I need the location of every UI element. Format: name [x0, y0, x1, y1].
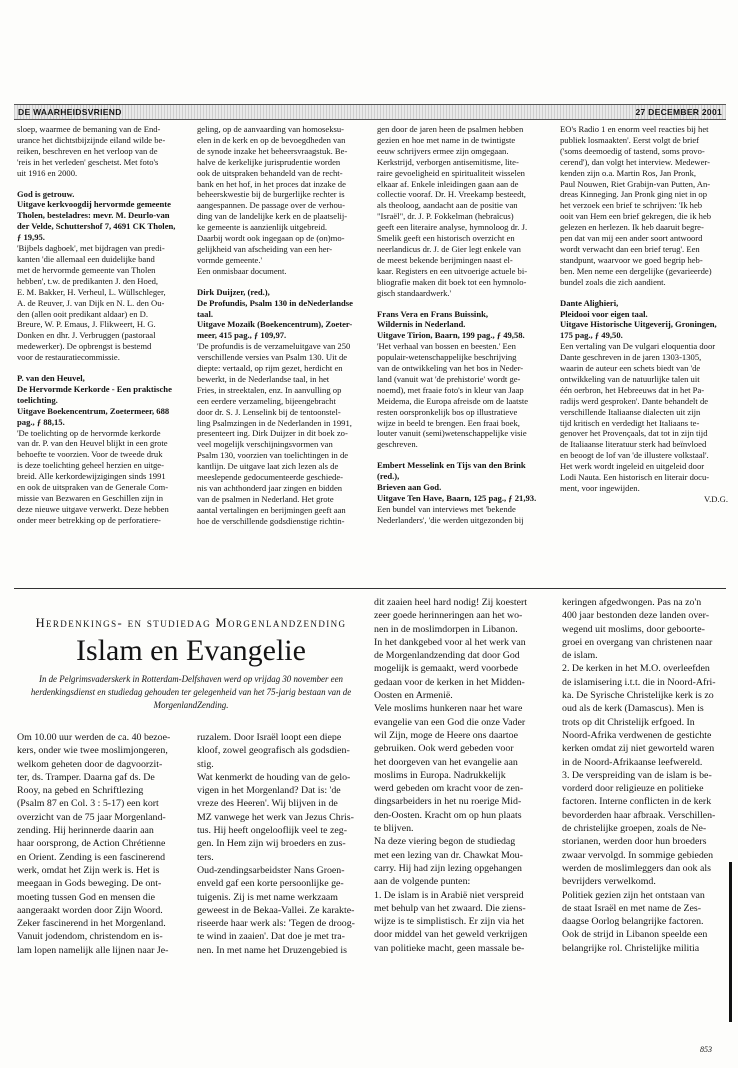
- top-column-3: [377, 124, 549, 584]
- text-line: raire gevoeligheid en spiritualiteit wisselen: [377, 167, 525, 178]
- text-line: mogelijk is gemaakt, werd voorbede: [374, 663, 518, 675]
- text-line: riseerde haar werk als: 'Tegen de droog-: [197, 918, 355, 930]
- text-line: ment, voor ingewijden.: [560, 483, 640, 493]
- text-line: oud als de kerk (Damascus). Men is: [562, 703, 704, 715]
- text-line: radijs werd gesproken'. Dante behandelt de: [560, 395, 709, 406]
- text-line: den (allen ooit predikant aldaar) en D.: [17, 308, 149, 319]
- text-line: ding van de landelijke kerk en de plaatselij-: [197, 211, 348, 222]
- text-line: E. M. Bakker, H. Verheul, L. Wüllschleger,: [17, 286, 166, 297]
- text-line: collectie vooraf. Dr. H. Vreekamp besteedt,: [377, 189, 526, 200]
- text-line: missie van Bezwaren en Geschillen zijn in: [17, 493, 164, 503]
- text-line: de Morgenlandzending dat door God: [374, 650, 520, 662]
- text-line: God is getrouw.: [17, 188, 75, 199]
- text-line: de islamisering i.t.t. die in Noord-Afri-: [562, 676, 716, 688]
- text-line: urance het dichtstbijzijnde eiland wilde be-: [17, 134, 166, 145]
- article-kicker: Herdenkings- en studiedag Morgenlandzending: [35, 616, 347, 630]
- text-line: te blijven.: [374, 823, 414, 835]
- text-line: verschillende Italiaanse dialecten uit zijn: [560, 406, 701, 417]
- text-line: halve de kerkelijke jurisprudentie worden: [197, 156, 341, 167]
- text-line: vigen in het Morgenland? Dat is: 'de: [197, 785, 341, 797]
- text-line: Donken en dhr. J. Verbruggen (pastoraal: [17, 330, 156, 341]
- text-line: aan de volgende punten:: [374, 876, 471, 888]
- text-line: 'De profundis is de verzameluitgave van 250: [197, 341, 351, 352]
- text-line: Dirk Duijzer, (red.),: [197, 286, 270, 297]
- text-line: Rooy, na gebed en Schriftlezing: [17, 785, 144, 797]
- text-line: voor de restauratiecommissie.: [17, 352, 120, 363]
- text-line: Uitgave kerkvoogdij hervormde gemeente: [17, 199, 171, 210]
- text-line: Uitgave Boekencentrum, Zoetermeer, 688: [17, 405, 170, 416]
- text-line: der Velde, Schuttershof 7, 4691 CK Tholen,: [17, 221, 176, 232]
- text-line: den-Oosten. Kracht om op hun plaats: [374, 809, 522, 821]
- text-line: hoe de verschillende godsdienstige richtin-: [197, 515, 345, 526]
- paragraph-gap: [17, 363, 187, 373]
- text-line: als theoloog, aandacht aan de positie van: [377, 200, 518, 211]
- paragraph-gap: [197, 277, 367, 287]
- text-line: Frans Vera en Frans Buissink,: [377, 308, 489, 319]
- text-line: vreze des Heeren'. Wij blijven in de: [197, 798, 338, 810]
- text-line: Nederlanders', 'die werden uitgezonden bij: [377, 514, 524, 525]
- text-line: Embert Messelink en Tijs van den Brink: [377, 460, 526, 471]
- text-line: het verzoek een brief te schrijven: 'Ik heb: [560, 200, 703, 211]
- text-line: en ook de uitspraken van de Generale Com-: [17, 482, 169, 493]
- text-line: Oud-zendingsarbeidster Nans Groen-: [197, 864, 345, 876]
- text-line: neerlandicus dr. J. de Gier legt enkele van: [377, 243, 521, 254]
- text-line: Ook de strijd in Libanon speelde een: [562, 929, 708, 941]
- text-line: dingsarbeiders in het nu roerige Mid-: [374, 796, 522, 808]
- text-line: Tholen, besteladres: mevr. M. Deurlo-van: [17, 210, 170, 221]
- top-column-2: [197, 124, 367, 584]
- text-line: werd gebeden om kracht voor de zen-: [374, 783, 524, 795]
- text-line: 175 pag., ƒ 49,50.: [560, 330, 623, 341]
- text-line: pen dat van mij een ander soort antwoord: [560, 233, 703, 244]
- text-line: dit zaaien heel hard nodig! Zij koestert: [374, 597, 528, 608]
- text-line: gelezen en herlezen. Ik heb daaruit begre-: [560, 222, 704, 233]
- text-line: bevorderden haar afbraak. Verschillen-: [562, 809, 716, 821]
- text-line: bliografie maken dit boek tot een hymnolo-: [377, 276, 527, 287]
- text-line: Uitgave Mozaïk (Boekencentrum), Zoeter-: [197, 319, 353, 330]
- text-line: ke gemeente is aanzienlijk uitgebreid.: [197, 222, 328, 233]
- text-line: 'De toelichting op de hervormde kerkorde: [17, 427, 161, 438]
- text-line: in de Noord-Afrikaanse leefwereld.: [562, 756, 703, 768]
- article-column-2: [197, 731, 369, 1031]
- text-line: Wat kenmerkt de houding van de gelo-: [197, 771, 351, 783]
- text-line: (red.),: [377, 471, 400, 482]
- text-line: Psalm 130, voorzien van toelichtingen in de: [197, 450, 349, 461]
- text-line: ling Psalmzingen in de Nederlanden in 1991,: [197, 417, 352, 428]
- text-line: land (vanuit wat 'de prehistorie' wordt ge-: [377, 373, 521, 384]
- text-line: toelichting.: [17, 394, 58, 405]
- text-line: standpunt, waarvoor we goed begrip heb-: [560, 254, 703, 265]
- text-line: pag., ƒ 88,15.: [17, 416, 65, 427]
- text-line: van politieke macht, geen massale be-: [374, 942, 525, 954]
- text-line: wegend uit moslims, door geboorte-: [562, 623, 705, 635]
- text-line: één oerbron, het Hebreeuws dat in het Pa-: [560, 384, 705, 395]
- text-line: presenteert ing. Dirk Duijzer in dit boek zo-: [197, 428, 348, 439]
- text-line: noemd), met fraaie foto's in kleur van Jaap: [377, 384, 524, 395]
- text-line: van dr. P. van den Heuvel blijkt in een grote: [17, 438, 168, 449]
- text-line: zeer goede herinneringen aan het wo-: [374, 610, 523, 622]
- text-line: Breure, W. P. Emaus, J. Flikweert, H. G.: [17, 319, 156, 330]
- text-line: resten oorspronkelijk bos op illustratieve: [377, 406, 518, 417]
- issue-date: 27 DECEMBER 2001: [635, 107, 722, 117]
- text-line: en Orient. Zending is een fascinerend: [17, 851, 166, 863]
- text-line: 'Bijbels dagboek', met bijdragen van predi-: [17, 243, 165, 254]
- text-line: de Italiaanse literatuur sterk had beïnvloed: [560, 439, 707, 450]
- text-line: is deze toelichting geheel herzien en uitge-: [17, 460, 164, 471]
- text-line: moeting tussen God en mensen die: [17, 891, 155, 903]
- text-line: de meest bekende berijmingen naast el-: [377, 254, 513, 265]
- text-line: Fries, in streektalen, enz. In aanvulling op: [197, 384, 342, 395]
- text-line: V.D.G.: [704, 493, 728, 504]
- masthead-bar: [14, 104, 726, 120]
- text-line: daagse Oorlog belangrijke factoren.: [562, 916, 704, 928]
- text-line: eeuw schrijvers ermee zijn omgegaan.: [377, 145, 509, 156]
- text-line: Smelik geeft een historisch overzicht en: [377, 233, 515, 244]
- text-line: gen door de jaren heen de psalmen hebben: [377, 124, 524, 134]
- text-line: onder meer betrekking op de perforatiere-: [17, 514, 161, 525]
- text-line: geweest in de Bekaa-Vallei. Ze karakte-: [197, 904, 355, 916]
- text-line: zwaar vervolgd. In sommige gebieden: [562, 849, 714, 861]
- text-line: met de hervormde gemeente van Tholen: [17, 264, 156, 275]
- text-line: Meidema, die Europa afreisde om de laatste: [377, 395, 529, 406]
- text-line: stig.: [197, 758, 214, 770]
- text-line: Het werk wordt ingeleid en uitgeleid door: [560, 461, 705, 472]
- text-line: genover het Provençaals, dat tot in zijn tijd: [560, 428, 708, 439]
- article-title: Islam en Evangelie: [76, 634, 306, 667]
- text-line: Vele moslims hunkeren naar het ware: [374, 703, 523, 715]
- text-line: ooit van Hem een brief gekregen, die ik heb: [560, 211, 712, 222]
- text-line: meeslepende gedocumenteerde geschiede-: [197, 472, 344, 483]
- text-line: Brieven aan God.: [377, 482, 442, 493]
- text-line: Dante geschreven in de jaren 1303-1305,: [560, 352, 702, 363]
- text-line: cerend'), dan volgt het interview. Medewer-: [560, 156, 710, 167]
- text-line: 3. De verspreiding van de islam is be-: [562, 769, 712, 781]
- text-line: ter, ds. Tramper. Daarna gaf ds. De: [17, 771, 155, 783]
- text-line: 'reis in het verleden' geschetst. Met foto's: [17, 156, 159, 167]
- text-line: Vanuit jodendom, christendom en is-: [17, 931, 163, 943]
- text-line: Een vertaling van De vulgari eloquentia door: [560, 341, 716, 352]
- text-line: met een lezing van dr. Chawkat Mou-: [374, 849, 523, 861]
- text-line: nen in de moslimdorpen in Libanon.: [374, 623, 518, 635]
- text-line: moslims in Europa. Nadrukkelijk: [374, 769, 506, 781]
- text-line: kaar. Registers en een uitvoerige actuele bi-: [377, 265, 528, 276]
- text-line: overzicht van de 75 jaar Morgenland-: [17, 811, 166, 823]
- text-line: te wind in zaaien'. Dat doe je met tra-: [197, 931, 345, 943]
- text-line: kanten 'die allemaal een duidelijke band: [17, 253, 155, 264]
- section-divider: [14, 588, 726, 589]
- text-line: van de ontwikkeling van het bos in Neder-: [377, 363, 524, 374]
- text-line: reiken, beschreven en het verloop van de: [17, 145, 158, 156]
- text-line: Een bundel van interviews met 'bekende: [377, 503, 516, 514]
- text-line: Uitgave Tirion, Baarn, 199 pag., ƒ 49,58.: [377, 330, 525, 341]
- text-line: trots op dit Christelijk erfgoed. In: [562, 716, 695, 728]
- article-column-4: [562, 596, 730, 1036]
- text-line: Daarbij wordt ook ingegaan op de (on)mo-: [197, 233, 345, 244]
- top-column-4: [560, 124, 728, 584]
- text-line: en beoogt de lof van 'de illustere volkstaal'.: [560, 450, 709, 461]
- text-line: (Psalm 87 en Col. 3 : 5-17) een kort: [17, 798, 159, 810]
- text-line: Uitgave Historische Uitgeverij, Groningen,: [560, 319, 717, 330]
- text-line: A. de Reuver, J. van Dijk en N. L. den Ou-: [17, 297, 165, 308]
- text-line: wil Zijn, moge de Heere ons daartoe: [374, 729, 518, 741]
- text-line: tijd kritisch en verdedigt het Italiaans te-: [560, 417, 700, 428]
- publication-name: DE WAARHEIDSVRIEND: [18, 107, 122, 117]
- text-line: door dr. S. J. Lenselink bij de tentoonstel-: [197, 406, 341, 417]
- text-line: MZ vanwege het werk van Jezus Chris-: [197, 811, 354, 823]
- text-line: kers, onder wie twee moslimjongeren,: [17, 745, 168, 757]
- text-line: gelijkheid van afscheiding van een her-: [197, 243, 333, 254]
- text-line: Lodi Nauta. Een historisch en literair docu-: [560, 472, 710, 483]
- text-line: EO's Radio 1 en enorm veel reacties bij het: [560, 124, 709, 134]
- article-intro: In de Pelgrimsvaderskerk in Rotterdam-Delfshaven werd op vrijdag 30 november een herdenkingsdienst en studiedag gehouden ter gelegenheid van het 75-jarig bestaan van de MorgenlandZending.: [30, 674, 352, 710]
- text-line: ƒ 19,95.: [17, 232, 45, 243]
- text-line: sloep, waarmee de bemaning van de End-: [17, 124, 161, 134]
- text-line: Paul Nouwen, Riet Grabijn-van Putten, An-: [560, 178, 711, 189]
- text-line: diepte: vertaald, op rijm gezet, herdicht en: [197, 363, 343, 374]
- text-line: storianen, werden door hun broeders: [562, 836, 707, 848]
- text-line: aangeraakt worden door Zijn Woord.: [17, 904, 163, 916]
- text-line: keringen afgedwongen. Pas na zo'n: [562, 597, 702, 608]
- text-line: populair-wetenschappelijke beschrijving: [377, 352, 517, 363]
- text-line: meegaan in Gods beweging. De ont-: [17, 878, 162, 890]
- text-line: evangelie van een God die onze Vader: [374, 716, 526, 728]
- text-line: meer, 415 pag., ƒ 109,97.: [197, 330, 287, 341]
- text-line: behoefte te voorzien. Voor de tweede druk: [17, 449, 163, 460]
- text-line: vormde gemeente.': [197, 254, 263, 265]
- text-line: De Profundis, Psalm 130 in deNederlandse: [197, 297, 353, 308]
- text-line: Om 10.00 uur werden de ca. 40 bezoe-: [17, 732, 171, 743]
- text-line: nis van achthonderd jaar zingen en bidden: [197, 483, 343, 493]
- text-line: ters.: [197, 851, 214, 863]
- text-line: De Hervormde Kerkorde - Een praktische: [17, 383, 172, 394]
- text-line: carry. Hij had zijn lezing opgehangen: [374, 862, 522, 874]
- text-line: Zeker fascinerend in het Morgenland.: [17, 918, 166, 930]
- top-column-1: [17, 124, 187, 584]
- text-line: Na deze viering begon de studiedag: [374, 836, 516, 848]
- text-line: belangrijke rol. Christelijke militia: [562, 942, 700, 954]
- text-line: medewerker). De opbrengst is bestemd: [17, 341, 152, 352]
- text-line: een eerdere verzameling, bijeengebracht: [197, 395, 336, 406]
- text-line: gezien en hoe met name in de twintigste: [377, 134, 516, 145]
- text-line: Oosten en Armenië.: [374, 690, 453, 702]
- text-line: enveld gaf een korte persoonlijke ge-: [197, 878, 344, 890]
- text-line: bank en het hof, in het proces dat inzake de: [197, 178, 346, 189]
- text-line: louter vanuit (semi)wetenschappelijke visie: [377, 428, 527, 439]
- article-column-1: [17, 731, 195, 1031]
- text-line: factoren. Interne conflicten in de kerk: [562, 796, 712, 808]
- text-line: de christelijke groepen, zoals de Ne-: [562, 823, 707, 835]
- text-line: kerken omdat zij niet geworteld waren: [562, 743, 715, 755]
- text-line: gisch standaardwerk.': [377, 287, 452, 298]
- text-line: P. van den Heuvel,: [17, 373, 85, 384]
- text-line: Kerkstrijd, verborgen antisemitisme, lite-: [377, 156, 519, 167]
- text-line: gedaan voor de kerken in het Midden-: [374, 676, 525, 688]
- text-line: ruzalem. Door Israël loopt een diepe: [197, 732, 342, 743]
- text-line: veel mogelijk verschijningsvormen van: [197, 439, 333, 450]
- text-line: werden de moslimleggers dan ook als: [562, 862, 711, 874]
- text-line: bevrijders verwelkomd.: [562, 876, 656, 888]
- text-line: "Israël", dr. J. P. Fokkelman (hebraïcus): [377, 211, 514, 222]
- article-column-3: [374, 596, 556, 1036]
- text-line: waarin de auteur een schets biedt van 'de: [560, 363, 701, 374]
- paragraph-gap: [560, 288, 728, 298]
- text-line: geling, op de aanvaarding van homoseksu-: [197, 124, 345, 134]
- text-line: ook de uitspraken behandeld van de recht-: [197, 167, 343, 178]
- text-line: 2. De kerken in het M.O. overleefden: [562, 663, 710, 675]
- text-line: 1. De islam is in Arabië niet verspreid: [374, 889, 524, 901]
- text-line: aantal vertalingen en berijmingen geeft aan: [197, 504, 346, 515]
- text-line: groei en overgang van christenen naar: [562, 636, 713, 648]
- text-line: uit 1916 en 2000.: [17, 167, 78, 178]
- text-line: tus. Hij heeft ongelooflijk veel te zeg-: [197, 825, 347, 837]
- text-line: met behulp van het zwaard. Die ziens-: [374, 902, 526, 914]
- text-line: haar oorsprong, de Action Chrétienne: [17, 838, 166, 850]
- text-line: Noord-Afrika verdwenen de gestichte: [562, 729, 712, 741]
- text-line: aangespannen. De passage over de verhou-: [197, 200, 345, 211]
- text-line: tuigenis. Zij is met name werkzaam: [197, 891, 338, 903]
- text-line: lam lopen namelijk alle lijnen naar Je-: [17, 944, 169, 956]
- text-line: ben. Men neme een dergelijke (gevarieerde): [560, 265, 712, 276]
- text-line: van de psalmen in Nederland. Het grote: [197, 493, 334, 504]
- text-line: de synode inzake het beheersvraagstuk. Be-: [197, 145, 348, 156]
- text-line: deze nieuwe uitgave verwerkt. Deze hebben: [17, 503, 169, 514]
- text-line: verschillende versies van Psalm 130. Uit de: [197, 352, 348, 363]
- text-line: zending. Hij herinnerde daarin aan: [17, 825, 154, 837]
- text-line: beheerskwestie bij de burgerlijke rechter is: [197, 189, 345, 200]
- text-line: In het dankgebed voor al het werk van: [374, 636, 526, 648]
- page-number: 853: [700, 1045, 712, 1054]
- paragraph-gap: [377, 450, 549, 460]
- paragraph-gap: [17, 179, 187, 189]
- text-line: Uitgave Ten Have, Baarn, 125 pag., ƒ 21,93.: [377, 493, 537, 503]
- text-line: Pleidooi voor eigen taal.: [560, 308, 648, 319]
- text-line: wijze is te simplistisch. Er zijn via het: [374, 916, 525, 928]
- text-line: kantlijn. De uitgave laat zich lezen als de: [197, 461, 339, 472]
- text-line: dreas Kinneging. Jan Pronk ging niet in op: [560, 189, 708, 200]
- text-line: breid. Alle kerkordewijzigingen sinds 1991: [17, 471, 166, 482]
- text-line: Dante Alighieri,: [560, 297, 619, 308]
- text-line: door middel van het geweld verkrijgen: [374, 929, 528, 941]
- text-line: hebben', t.w. de predikanten J. den Hoed,: [17, 275, 159, 286]
- text-line: taal.: [197, 308, 213, 319]
- text-line: ontwikkeling van de natuurlijke talen uit: [560, 373, 700, 384]
- text-line: wijze in beeld te brengen. Een fraai boek,: [377, 417, 520, 428]
- text-line: elkaar af. Enkele inleidingen gaan aan de: [377, 178, 519, 189]
- text-line: werk, omdat het Zijn werk is. Het is: [17, 864, 160, 876]
- text-line: wordt verwacht dan een brief terug'. Een: [560, 243, 700, 254]
- text-line: kloof, zowel geografisch als godsdien-: [197, 745, 350, 757]
- text-line: bundel zoals die zich aandient.: [560, 276, 666, 287]
- text-line: welkom geheten door de dagvoorzit-: [17, 758, 163, 770]
- text-line: de staat Israël en met name de Zes-: [562, 902, 702, 914]
- text-line: elen in de kerk en op de bevoegdheden van: [197, 134, 346, 145]
- text-line: vorderd door religieuze en politieke: [562, 783, 704, 795]
- text-line: geschreven.: [377, 439, 418, 450]
- text-line: gen. In Hem zijn wij broeders en zus-: [197, 838, 346, 850]
- text-line: publiek losmaakten'. Eerst volgt de brief: [560, 134, 700, 145]
- paragraph-gap: [377, 299, 549, 309]
- text-line: Een onmisbaar document.: [197, 265, 287, 276]
- text-line: geeft een literaire analyse, hymnoloog dr. J.: [377, 222, 528, 233]
- text-line: 400 jaar bestonden deze landen over-: [562, 610, 710, 622]
- text-line: de islam.: [562, 650, 598, 662]
- scan-edge-mark: [729, 862, 732, 1022]
- text-line: Politiek gezien zijn het ontstaan van: [562, 889, 705, 901]
- text-line: bewerkt, in de Nederlandse taal, in het: [197, 373, 330, 384]
- text-line: nen. In met name het Druzengebied is: [197, 944, 347, 956]
- text-line: ('soms deemoedig of tastend, soms provo-: [560, 145, 705, 156]
- text-line: Wildernis in Nederland.: [377, 319, 466, 330]
- text-line: gebruiken. Ook werd gebeden voor: [374, 743, 514, 755]
- text-line: kenden zijn o.a. Martin Ros, Jan Pronk,: [560, 167, 697, 178]
- text-line: het doorgeven van het evangelie aan: [374, 756, 518, 768]
- text-line: 'Het verhaal van bossen en beesten.' Een: [377, 341, 516, 352]
- text-line: ka. De Syrische Christelijke kerk is zo: [562, 690, 714, 702]
